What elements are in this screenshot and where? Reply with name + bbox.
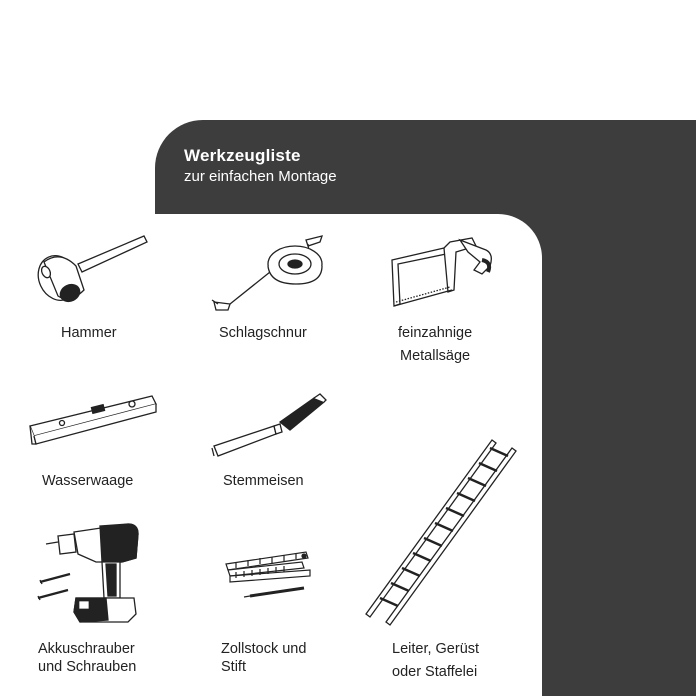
folding-rule-label-line1: Zollstock und bbox=[221, 641, 307, 657]
spirit-level-label: Wasserwaage bbox=[42, 473, 134, 489]
hacksaw-label-line1: feinzahnige bbox=[398, 325, 473, 341]
drill-label-line2: und Schrauben bbox=[38, 659, 137, 675]
chalk-line-label: Schlagschnur bbox=[219, 325, 307, 341]
hacksaw-label-line2: Metallsäge bbox=[400, 348, 471, 364]
folding-rule-label-line2: Stift bbox=[221, 659, 246, 675]
ladder-label-line2: oder Staffelei bbox=[392, 664, 478, 680]
hammer-label: Hammer bbox=[61, 325, 117, 341]
page-subtitle: zur einfachen Montage bbox=[184, 168, 337, 185]
page-title: Werkzeugliste bbox=[184, 146, 301, 165]
chisel-label: Stemmeisen bbox=[223, 473, 304, 489]
drill-label-line1: Akkuschrauber bbox=[38, 641, 135, 657]
ladder-label-line1: Leiter, Gerüst bbox=[392, 641, 480, 657]
